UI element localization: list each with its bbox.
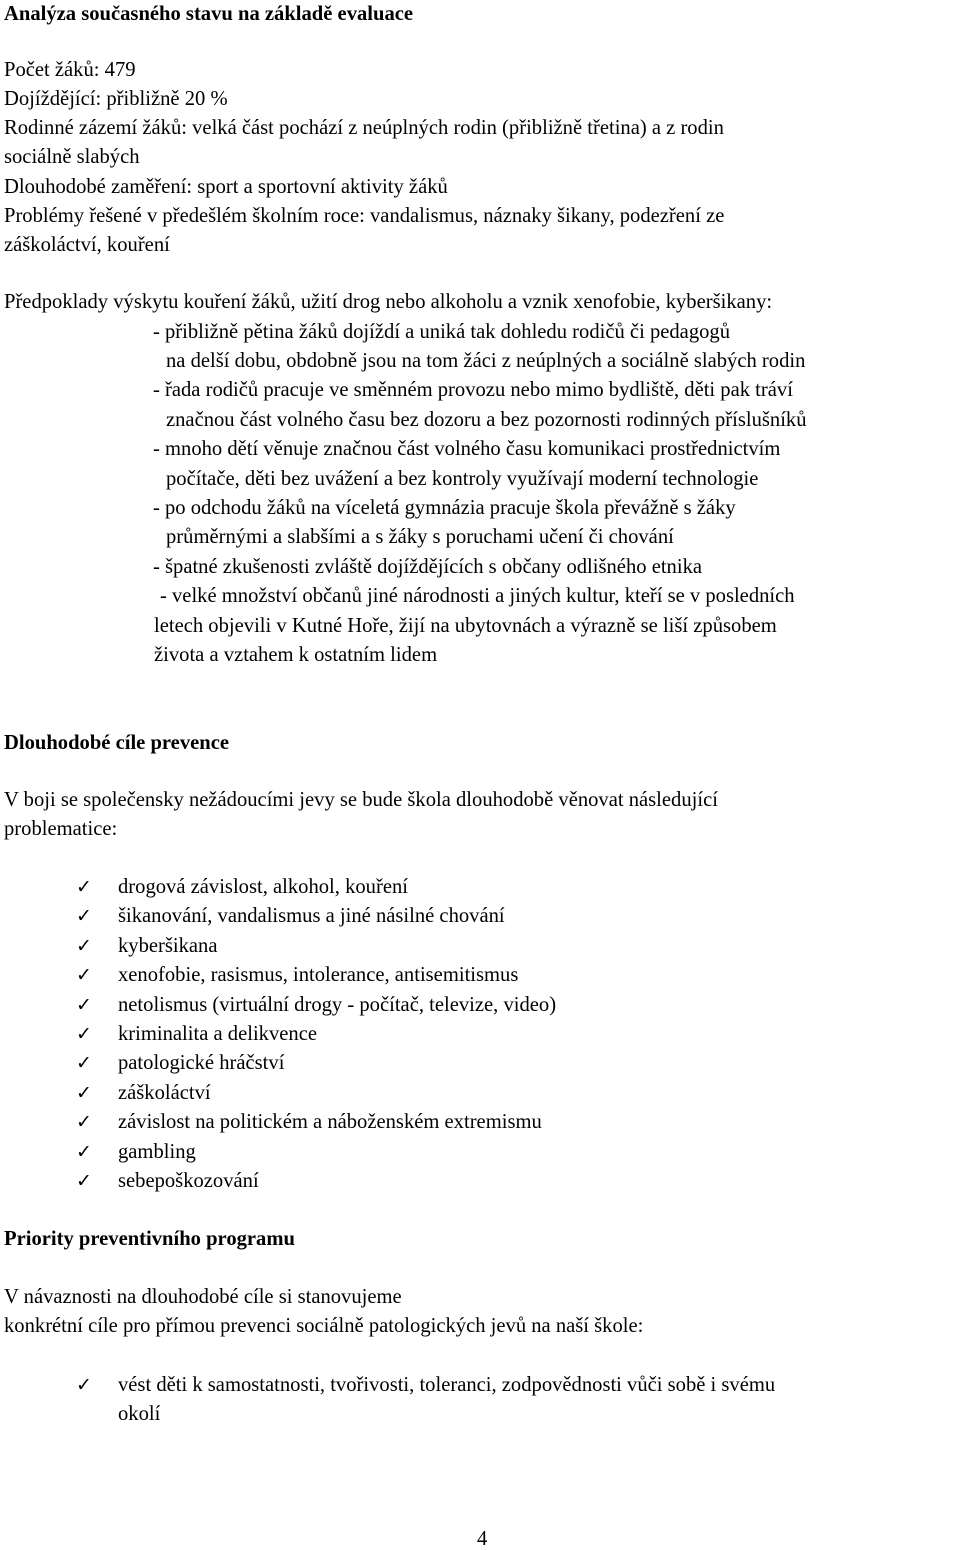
goal-item: gambling <box>118 1141 196 1163</box>
fact-line: Problémy řešené v předešlém školním roce: vandalismus, náznaky šikany, podezření ze <box>4 205 725 227</box>
goal-item: kyberšikana <box>118 935 218 957</box>
check-icon: ✓ <box>76 1141 92 1163</box>
check-icon: ✓ <box>76 964 92 986</box>
prediction-line: - po odchodu žáků na víceletá gymnázia pracuje škola převážně s žáky <box>153 497 736 519</box>
check-icon: ✓ <box>76 1082 92 1104</box>
prediction-line: počítače, děti bez uvážení a bez kontroly využívají moderní technologie <box>166 468 759 490</box>
check-icon: ✓ <box>76 905 92 927</box>
fact-line: Rodinné zázemí žáků: velká část pochází z neúplných rodin (přibližně třetina) a z rodin <box>4 117 724 139</box>
goal-item: šikanování, vandalismus a jiné násilné chování <box>118 905 505 927</box>
goal-item: drogová závislost, alkohol, kouření <box>118 876 408 898</box>
check-icon: ✓ <box>76 935 92 957</box>
predictions-intro: Předpoklady výskytu kouření žáků, užití drog nebo alkoholu a vznik xenofobie, kyberšikany: <box>4 291 773 313</box>
goal-item: závislost na politickém a náboženském extremismu <box>118 1111 542 1133</box>
prediction-line: - přibližně pětina žáků dojíždí a uniká tak dohledu rodičů či pedagogů <box>153 321 731 343</box>
prediction-line: - mnoho dětí věnuje značnou část volného času komunikaci prostřednictvím <box>153 438 781 460</box>
fact-line: Dojíždějící: přibližně 20 % <box>4 88 228 110</box>
fact-line: Dlouhodobé zaměření: sport a sportovní aktivity žáků <box>4 176 448 198</box>
priority-item: vést děti k samostatnosti, tvořivosti, toleranci, zodpovědnosti vůči sobě i svému <box>118 1374 776 1396</box>
prediction-line: na delší dobu, obdobně jsou na tom žáci z neúplných a sociálně slabých rodin <box>166 350 806 372</box>
check-icon: ✓ <box>76 1111 92 1133</box>
fact-line: Počet žáků: 479 <box>4 59 136 81</box>
check-icon: ✓ <box>76 1170 92 1192</box>
goal-item: sebepoškozování <box>118 1170 259 1192</box>
prediction-line: života a vztahem k ostatním lidem <box>154 644 438 666</box>
goal-item: patologické hráčství <box>118 1052 285 1074</box>
fact-line: sociálně slabých <box>4 146 140 168</box>
prediction-line: - špatné zkušenosti zvláště dojíždějících s občany odlišného etnika <box>153 556 703 578</box>
goal-item: netolismus (virtuální drogy - počítač, televize, video) <box>118 994 557 1016</box>
prediction-line: průměrnými a slabšími a s žáky s poruchami učení či chování <box>166 526 674 548</box>
prediction-line: letech objevili v Kutné Hoře, žijí na ubytovnách a výrazně se liší způsobem <box>154 615 777 637</box>
prediction-line: značnou část volného času bez dozoru a bez pozornosti rodinných příslušníků <box>166 409 807 431</box>
prediction-line: - velké množství občanů jiné národnosti a jiných kultur, kteří se v posledních <box>160 585 795 607</box>
prediction-line: - řada rodičů pracuje ve směnném provozu nebo mimo bydliště, děti pak tráví <box>153 379 793 401</box>
priorities-intro-line: V návaznosti na dlouhodobé cíle si stanovujeme <box>4 1286 402 1308</box>
goals-intro-line: V boji se společensky nežádoucími jevy se bude škola dlouhodobě věnovat následující <box>4 789 718 811</box>
check-icon: ✓ <box>76 994 92 1016</box>
goal-item: záškoláctví <box>118 1082 211 1104</box>
priorities-intro-line: konkrétní cíle pro přímou prevenci sociálně patologických jevů na naší škole: <box>4 1315 644 1337</box>
heading-priorities: Priority preventivního programu <box>4 1228 295 1250</box>
priority-item: okolí <box>118 1403 161 1425</box>
check-icon: ✓ <box>76 1374 92 1396</box>
heading-analysis: Analýza současného stavu na základě evaluace <box>4 3 414 25</box>
goals-intro-line: problematice: <box>4 818 118 840</box>
check-icon: ✓ <box>76 1023 92 1045</box>
fact-line: záškoláctví, kouření <box>4 234 170 256</box>
goal-item: kriminalita a delikvence <box>118 1023 317 1045</box>
page-number: 4 <box>477 1528 488 1550</box>
heading-goals: Dlouhodobé cíle prevence <box>4 732 229 754</box>
check-icon: ✓ <box>76 1052 92 1074</box>
goal-item: xenofobie, rasismus, intolerance, antisemitismus <box>118 964 519 986</box>
check-icon: ✓ <box>76 876 92 898</box>
